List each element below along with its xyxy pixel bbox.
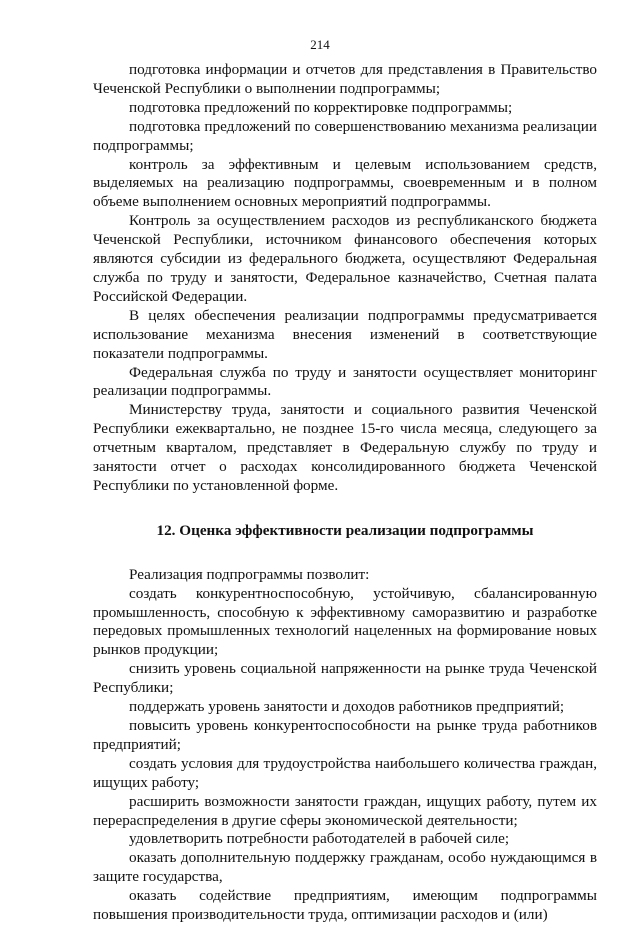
paragraph: подготовка предложений по корректировке подпрограммы; xyxy=(129,98,513,116)
paragraph: оказать дополнительную поддержку гражданам, особо нуждающимся в защите государства, xyxy=(93,849,597,886)
paragraph: подготовка предложений по совершенствованию механизма реализации подпрограммы; xyxy=(93,117,597,154)
paragraph: создать конкурентноспособную, устойчивую, сбалансированную промышленность, способную к эффективному саморазвитию и разработке передовых промышленных технологий нацеленных на формирование новых рынков продукции; xyxy=(93,584,597,659)
paragraph: Контроль за осуществлением расходов из республиканского бюджета Чеченской Республики, источником финансового обеспечения которых являются субсидии из федерального бюджета, осуществляют Федеральная служба по труду и занятости, Федеральное казначейство, Счетная палата Российской Федерации. xyxy=(93,212,597,305)
paragraph: снизить уровень социальной напряженности на рынке труда Чеченской Республики; xyxy=(93,660,597,697)
paragraph: создать условия для трудоустройства наибольшего количества граждан, ищущих работу; xyxy=(93,754,597,791)
paragraph: Реализация подпрограммы позволит: xyxy=(129,565,370,583)
paragraph: контроль за эффективным и целевым использованием средств, выделяемых на реализацию подпрограммы, своевременным и в полном объеме выполнением основных мероприятий подпрограммы. xyxy=(93,155,597,211)
page-content xyxy=(93,61,597,925)
paragraph: повысить уровень конкурентоспособности на рынке труда работников предприятий; xyxy=(93,717,597,753)
paragraph: оказать содействие предприятиям, имеющим подпрограммы повышения производительности труда, оптимизации расходов и (или) xyxy=(93,887,597,924)
page-number: 214 xyxy=(310,37,330,52)
paragraph: Министерству труда, занятости и социального развития Чеченской Республики ежеквартально, не позднее 15-го числа месяца, следующего за отчетным кварталом, представляет в Федеральную службу по труду и занятости отчет о расходах консолидированного бюджета Чеченской Республики по установленной форме. xyxy=(93,401,597,494)
paragraph: Федеральная служба по труду и занятости осуществляет мониторинг реализации подпрограммы. xyxy=(93,363,597,400)
paragraph: В целях обеспечения реализации подпрограммы предусматривается использование механизма внесения изменений в соответствующие показатели подпрограммы. xyxy=(93,306,597,362)
paragraph: подготовка информации и отчетов для представления в Правительство Чеченской Республики о выполнении подпрограммы; xyxy=(93,61,597,97)
paragraph: расширить возможности занятости граждан, ищущих работу, путем их перераспределения в другие сферы экономической деятельности; xyxy=(93,792,597,829)
paragraph: удовлетворить потребности работодателей в рабочей силе; xyxy=(129,830,510,848)
section-heading: 12. Оценка эффективности реализации подпрограммы xyxy=(156,521,534,539)
paragraph: поддержать уровень занятости и доходов работников предприятий; xyxy=(129,698,565,716)
